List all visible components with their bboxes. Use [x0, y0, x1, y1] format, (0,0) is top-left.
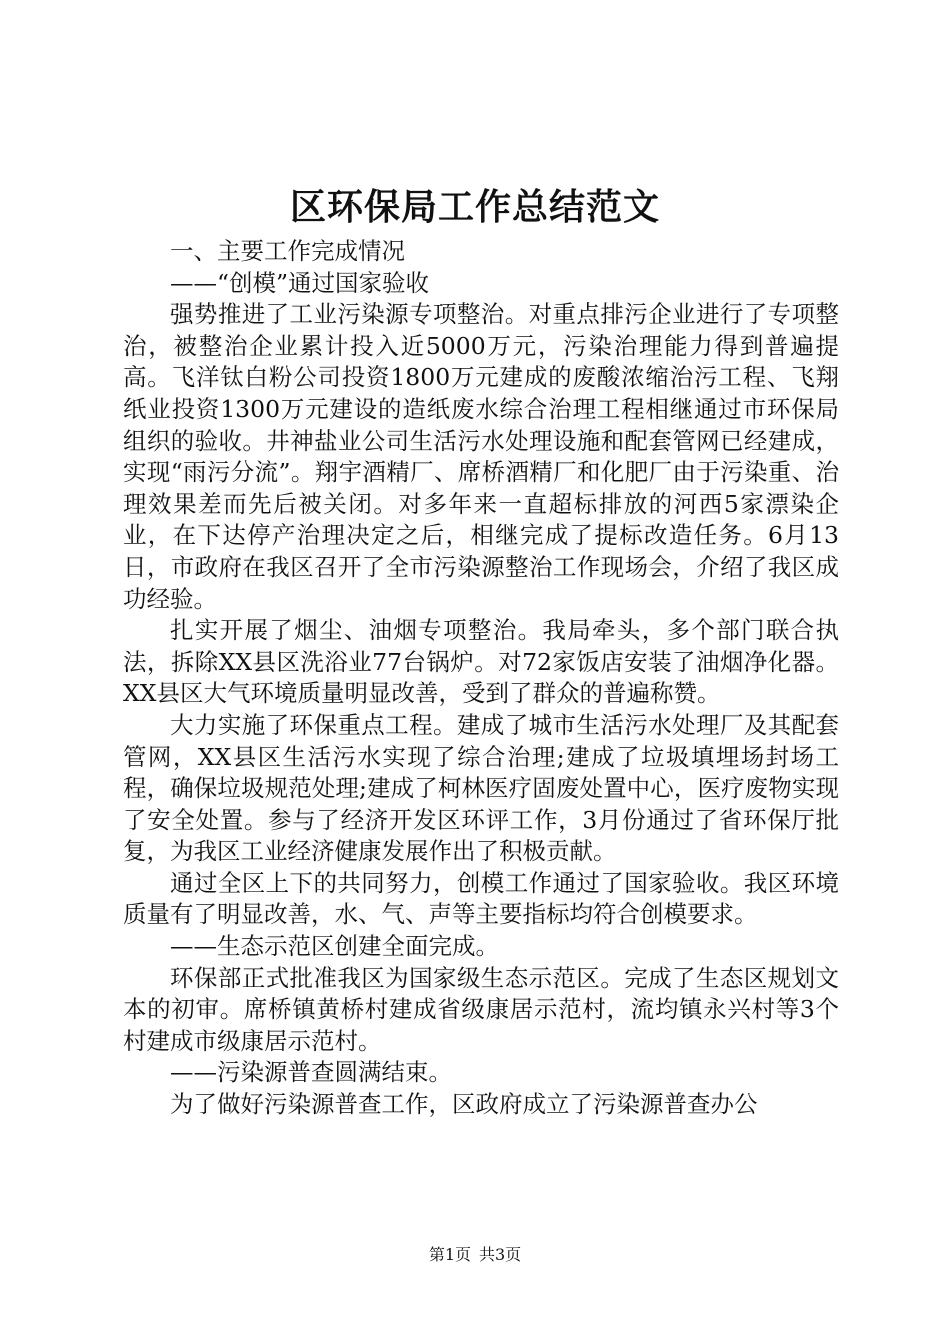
page-footer [0, 1244, 950, 1266]
subsection-heading: ——污染源普查圆满结束。 [170, 1058, 452, 1087]
body-paragraph: 为了做好污染源普查工作，区政府成立了污染源普查办公 [170, 1090, 758, 1119]
section-heading: 一、主要工作完成情况 [170, 237, 405, 265]
body-paragraph: 大力实施了环保重点工程。建成了城市生活污水处理厂及其配套管网，XX县区生活污水实现了综合治理;建成了垃圾填埋场封场工程，确保垃圾规范处理;建成了柯林医疗固废处置中心，医疗废物实现了安全处置。参与了经济开发区环评工作，3月份通过了省环保厅批复，为我区工业经济健康发展作出了积极贡献。 [123, 710, 839, 866]
subsection-heading: ——生态示范区创建全面完成。 [170, 932, 499, 961]
body-paragraph: 强势推进了工业污染源专项整治。对重点排污企业进行了专项整治，被整治企业累计投入近5000万元，污染治理能力得到普遍提高。飞洋钛白粉公司投资1800万元建成的废酸浓缩治污工程、飞翔纸业投资1300万元建设的造纸废水综合治理工程相继通过市环保局组织的验收。井神盐业公司生活污水处理设施和配套管网已经建成，实现“雨污分流”。翔宇酒精厂、席桥酒精厂和化肥厂由于污染重、治理效果差而先后被关闭。对多年来一直超标排放的河西5家漂染企业，在下达停产治理决定之后，相继完成了提标改造任务。6月13日，市政府在我区召开了全市污染源整治工作现场会，介绍了我区成功经验。 [123, 300, 839, 613]
body-paragraph: 环保部正式批准我区为国家级生态示范区。完成了生态区规划文本的初审。席桥镇黄桥村建成省级康居示范村，流均镇永兴村等3个村建成市级康居示范村。 [123, 963, 839, 1055]
page-total: 共3页 [479, 1245, 522, 1264]
page-number: 第1页 [428, 1245, 471, 1264]
body-paragraph: 通过全区上下的共同努力，创模工作通过了国家验收。我区环境质量有了明显改善，水、气、声等主要指标均符合创模要求。 [123, 868, 839, 929]
subsection-heading: ——“创模”通过国家验收 [170, 268, 430, 297]
body-paragraph: 扎实开展了烟尘、油烟专项整治。我局牵头，多个部门联合执法，拆除XX县区洗浴业77台锅炉。对72家饭店安装了油烟净化器。XX县区大气环境质量明显改善，受到了群众的普遍称赞。 [123, 616, 839, 708]
document-title: 区环保局工作总结范文 [289, 186, 660, 228]
document-body [123, 236, 839, 1121]
